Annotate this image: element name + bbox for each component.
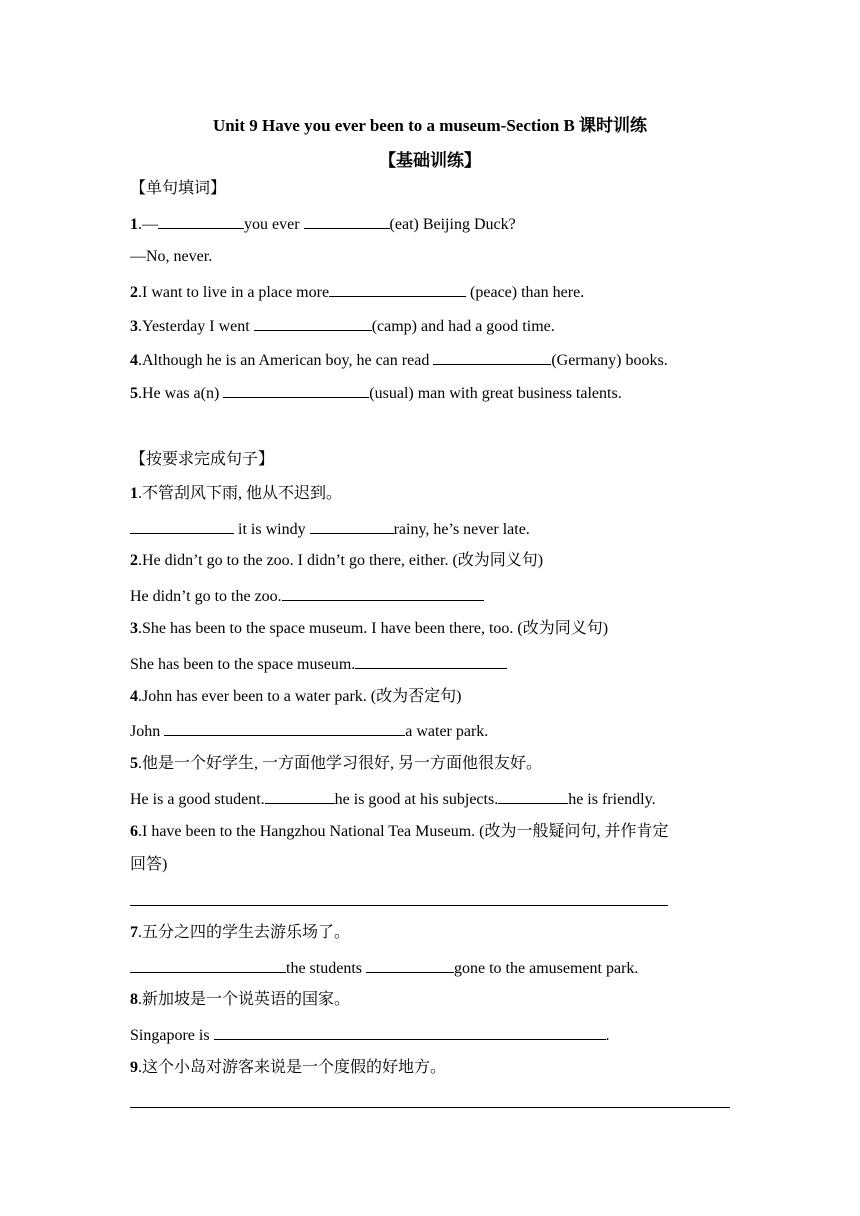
sentence-5 xyxy=(130,754,542,774)
question-text: (peace) than here. xyxy=(466,284,585,301)
sentence-5-answer-line xyxy=(130,788,656,810)
answer-text: the students xyxy=(286,960,366,977)
answer-text: a water park. xyxy=(405,723,489,740)
question-number: 3 xyxy=(130,318,138,335)
answer-text: John xyxy=(130,723,165,740)
answer-text: he is good at his subjects. xyxy=(334,791,499,808)
question-text: .I have been to the Hangzhou National Tea Museum. (改为一般疑问句, 并作肯定 xyxy=(138,823,669,840)
sentence-3 xyxy=(130,619,608,639)
section-heading-complete-sentences: 【按要求完成句子】 xyxy=(130,451,275,468)
answer-blank[interactable] xyxy=(130,518,234,534)
answer-blank[interactable] xyxy=(366,957,454,973)
question-text: .不管刮风下雨, 他从不迟到。 xyxy=(138,485,343,502)
sentence-1-answer-line xyxy=(130,518,530,540)
question-text: (eat) Beijing Duck? xyxy=(389,216,516,233)
answer-blank[interactable] xyxy=(329,281,466,297)
question-number: 9 xyxy=(130,1059,138,1076)
sentence-9 xyxy=(130,1058,446,1078)
sentence-8 xyxy=(130,990,350,1010)
answer-text: He didn’t go to the zoo. xyxy=(130,588,282,605)
question-number: 6 xyxy=(130,823,138,840)
question-number: 1 xyxy=(130,216,138,233)
sentence-6-continued: 回答) xyxy=(130,856,168,873)
question-text: .John has ever been to a water park. (改为否定句) xyxy=(138,688,462,705)
answer-text: He is a good student. xyxy=(130,791,265,808)
section-heading-fill-words: 【单句填词】 xyxy=(130,180,227,197)
answer-blank[interactable] xyxy=(282,585,484,601)
answer-blank[interactable] xyxy=(254,315,372,331)
question-number: 5 xyxy=(130,755,138,772)
question-number: 4 xyxy=(130,688,138,705)
question-text: .这个小岛对游客来说是一个度假的好地方。 xyxy=(138,1059,447,1076)
answer-blank[interactable] xyxy=(223,382,369,398)
question-number: 4 xyxy=(130,352,138,369)
sentence-7 xyxy=(130,923,350,943)
sentence-6 xyxy=(130,822,668,842)
answer-blank[interactable] xyxy=(433,349,551,365)
question-number: 2 xyxy=(130,552,138,569)
question-text: .He was a(n) xyxy=(138,385,224,402)
question-text: (camp) and had a good time. xyxy=(371,318,555,335)
sentence-2-answer-line xyxy=(130,585,484,607)
question-1-answer: —No, never. xyxy=(130,248,213,265)
question-2 xyxy=(130,281,584,303)
answer-blank[interactable] xyxy=(304,213,390,229)
sentence-1 xyxy=(130,484,342,504)
answer-line[interactable] xyxy=(130,905,668,906)
answer-blank[interactable] xyxy=(265,788,335,804)
answer-blank[interactable] xyxy=(214,1024,606,1040)
question-text: .五分之四的学生去游乐场了。 xyxy=(138,924,351,941)
question-text: .She has been to the space museum. I have been there, too. (改为同义句) xyxy=(138,620,609,637)
answer-line[interactable] xyxy=(130,1107,730,1108)
question-text: .新加坡是一个说英语的国家。 xyxy=(138,991,351,1008)
section-subtitle: 【基础训练】 xyxy=(379,151,481,170)
sentence-2 xyxy=(130,551,543,571)
sentence-3-answer-line xyxy=(130,653,507,675)
sentence-7-answer-line xyxy=(130,957,638,979)
answer-blank[interactable] xyxy=(310,518,394,534)
question-1 xyxy=(130,213,516,235)
answer-blank[interactable] xyxy=(158,213,244,229)
question-text: .— xyxy=(138,216,158,233)
question-3 xyxy=(130,315,555,337)
question-number: 5 xyxy=(130,385,138,402)
sentence-4-answer-line xyxy=(130,720,488,742)
answer-text: rainy, he’s never late. xyxy=(393,521,530,538)
answer-blank[interactable] xyxy=(355,653,507,669)
question-text: .Yesterday I went xyxy=(138,318,254,335)
question-text: you ever xyxy=(244,216,304,233)
answer-blank[interactable] xyxy=(498,788,568,804)
question-5 xyxy=(130,382,622,404)
question-text: .他是一个好学生, 一方面他学习很好, 另一方面他很友好。 xyxy=(138,755,543,772)
answer-text: he is friendly. xyxy=(568,791,656,808)
question-number: 8 xyxy=(130,991,138,1008)
question-number: 7 xyxy=(130,924,138,941)
question-text: .He didn’t go to the zoo. I didn’t go there, either. (改为同义句) xyxy=(138,552,544,569)
question-text: .Although he is an American boy, he can read xyxy=(138,352,434,369)
answer-text: it is windy xyxy=(234,521,310,538)
question-number: 3 xyxy=(130,620,138,637)
page-title: Unit 9 Have you ever been to a museum-Section B 课时训练 xyxy=(212,116,648,135)
answer-blank[interactable] xyxy=(130,957,286,973)
sentence-8-answer-line xyxy=(130,1024,610,1046)
answer-blank[interactable] xyxy=(164,720,405,736)
question-number: 2 xyxy=(130,284,138,301)
question-text: (Germany) books. xyxy=(551,352,668,369)
question-4 xyxy=(130,349,668,371)
answer-text: gone to the amusement park. xyxy=(454,960,639,977)
question-text: .I want to live in a place more xyxy=(138,284,330,301)
answer-text: . xyxy=(605,1027,610,1044)
question-number: 1 xyxy=(130,485,138,502)
question-text: (usual) man with great business talents. xyxy=(369,385,622,402)
answer-text: She has been to the space museum. xyxy=(130,656,356,673)
answer-text: Singapore is xyxy=(130,1027,214,1044)
sentence-4 xyxy=(130,687,461,707)
